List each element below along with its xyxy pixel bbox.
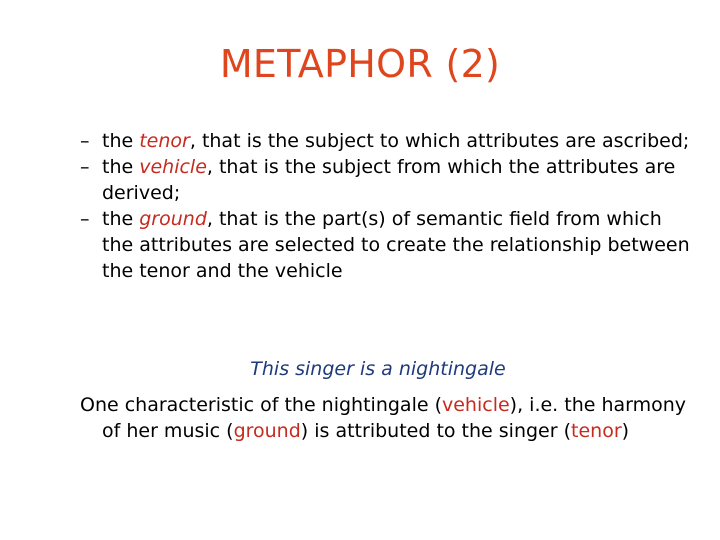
slide-title: METAPHOR (2)	[219, 42, 501, 86]
bullet-text-post: , that is the part(s) of semantic field from which the attributes are selected to create the relationship between the tenor and the vehicle	[102, 208, 690, 282]
bullet-dash: –	[80, 130, 90, 152]
bullet-tenor	[80, 128, 690, 154]
term-vehicle: vehicle	[139, 156, 207, 178]
term-tenor: tenor	[139, 130, 190, 152]
bullet-text-post: , that is the subject to which attributes are ascribed;	[189, 130, 690, 152]
term-ground-ref: ground	[233, 420, 301, 442]
term-vehicle-ref: vehicle	[442, 394, 510, 416]
bullet-text-pre: the	[102, 156, 140, 178]
explanation-text: ), i.e. the harmony of her music (	[102, 394, 687, 442]
bullet-ground	[80, 206, 690, 284]
explanation-paragraph	[80, 392, 702, 444]
bullet-vehicle	[80, 154, 690, 206]
explanation-text: ) is attributed to the singer (	[300, 420, 572, 442]
example-sentence: This singer is a nightingale	[250, 358, 506, 380]
bullet-text-post: , that is the subject from which the attributes are derived;	[102, 156, 676, 204]
bullet-dash: –	[80, 156, 90, 178]
explanation-text: One characteristic of the nightingale (	[80, 394, 442, 416]
bullet-text-pre: the	[102, 208, 140, 230]
term-ground: ground	[139, 208, 207, 230]
explanation-text: )	[621, 420, 630, 442]
term-tenor-ref: tenor	[571, 420, 622, 442]
bullet-dash: –	[80, 208, 90, 230]
definition-list	[80, 128, 690, 284]
bullet-text-pre: the	[102, 130, 140, 152]
